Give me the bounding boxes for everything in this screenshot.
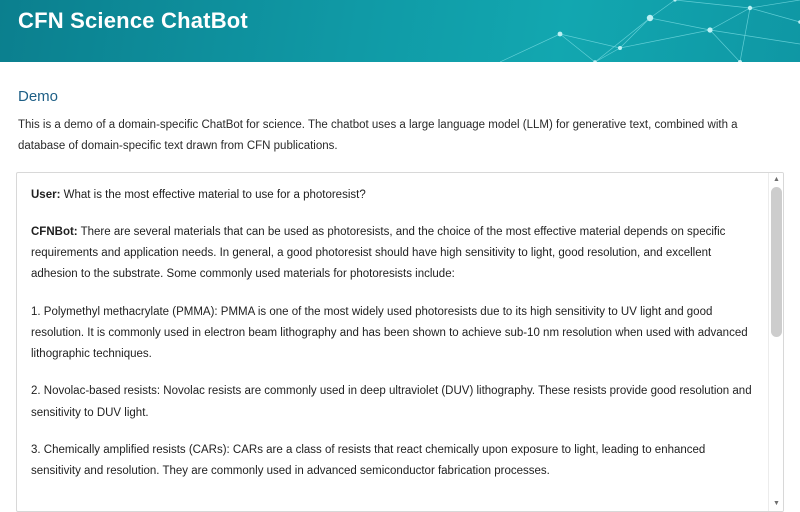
chat-message	[31, 185, 753, 206]
chat-scroll-area	[17, 173, 767, 511]
chat-transcript	[16, 172, 784, 512]
message-text: What is the most effective material to use for a photoresist?	[60, 188, 366, 201]
chat-message	[31, 381, 753, 424]
message-text: There are several materials that can be used as photoresists, and the choice of the most effective material depends on specific requirements and application needs. In general, a good photoresist should have high sensitivity to light, good resolution, and excellent adhesion to the substrate. Some commonly used materials for photoresists include:	[31, 225, 726, 281]
message-speaker: User:	[31, 188, 61, 201]
app-header	[0, 0, 800, 62]
scroll-down-arrow-icon[interactable]: ▼	[773, 500, 780, 508]
app-title: CFN Science ChatBot	[18, 8, 248, 33]
chat-message	[31, 302, 753, 366]
scrollbar-thumb[interactable]	[771, 187, 782, 337]
page-body	[0, 88, 800, 512]
message-speaker: CFNBot:	[31, 225, 78, 238]
page-title: Demo	[18, 88, 59, 105]
scroll-up-arrow-icon[interactable]: ▲	[773, 176, 780, 184]
message-text: 2. Novolac-based resists: Novolac resists are commonly used in deep ultraviolet (DUV) lithography. These resists provide good resolution and sensitivity to DUV light.	[31, 385, 752, 419]
intro-text: This is a demo of a domain-specific ChatBot for science. The chatbot uses a large language model (LLM) for generative text, combined with a database of domain-specific text drawn from CFN publications.	[18, 119, 738, 153]
chat-scrollbar[interactable]	[768, 173, 783, 511]
message-text: 1. Polymethyl methacrylate (PMMA): PMMA is one of the most widely used photoresists due to its high sensitivity to UV light and good resolution. It is commonly used in electron beam lithography and has been shown to achieve sub-10 nm resolution when used with advanced lithographic techniques.	[31, 305, 748, 361]
header-network-decoration	[500, 0, 800, 62]
scrollbar-track[interactable]	[769, 187, 784, 497]
chat-message	[31, 222, 753, 286]
chat-message	[31, 440, 753, 483]
message-text: 3. Chemically amplified resists (CARs): CARs are a class of resists that react chemically upon exposure to light, leading to enhanced sensitivity and resolution. They are commonly used in advanced semiconductor fabrication processes.	[31, 443, 706, 478]
